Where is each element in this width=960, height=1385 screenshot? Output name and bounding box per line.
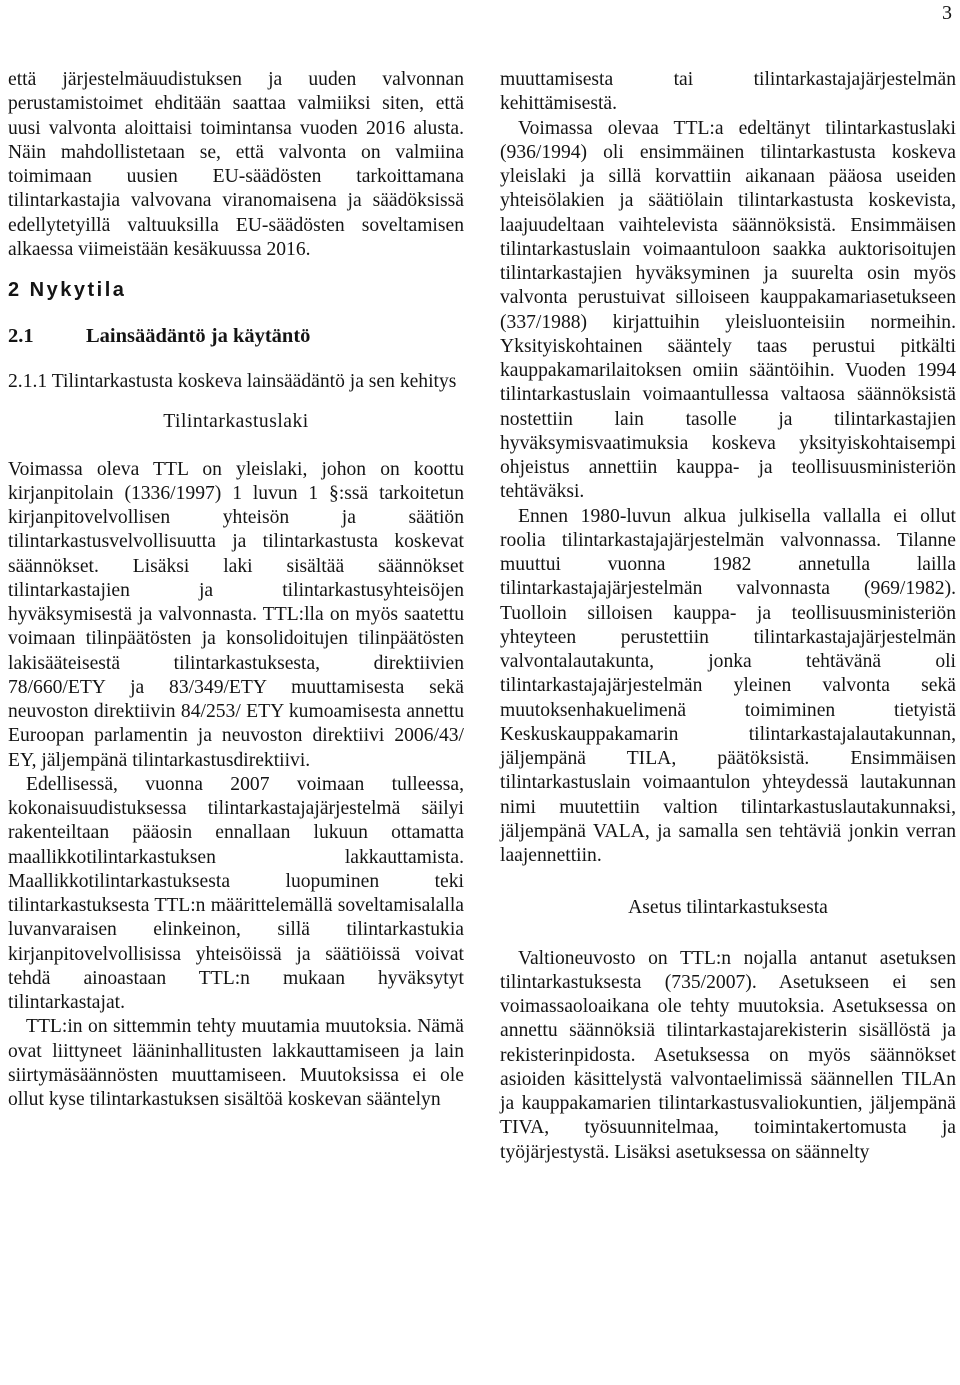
section-heading: 2 Nykytila <box>8 279 127 301</box>
left-column <box>8 68 464 1112</box>
intro-paragraph: että järjestelmäuudistuksen ja uuden valvonnan perustamistoimet ehditään saattaa valmiiksi siten, että uusi valvonta aloittaisi toimintansa vuoden 2016 alusta. Näin mahdollistetaan se, että valvonta on valmiina toimimaan uusien EU-säädösten tarkoittamana tilintarkastajia valvovana viranomaisena ja säädöksissä edellytetyillä valtuuksilla EU-säädösten soveltamisen alkaessa viimeistään kesäkuussa 2016. <box>8 69 464 260</box>
decree-title: Asetus tilintarkastuksesta <box>628 897 828 919</box>
page-number: 3 <box>942 2 952 24</box>
subsection-heading <box>8 324 464 348</box>
paragraph: Voimassa oleva TTL on yleislaki, johon on koottu kirjanpitolain (1336/1997) 1 luvun 1 §:ssä tarkoitetun kirjanpitovelvollisen yhteisön ja säätiön tilintarkastusvelvollisuutta ja tilintarkastusta koskevat säännökset. Lisäksi laki sisältää säännökset tilintarkastajien ja tilintarkastusyhteisöjen hyväksymisestä ja valvonnasta. TTL:lla on myös saatettu voimaan tilinpäätösten ja konsolidoitujen tilinpäätösten lakisääteisestä tilintarkastuksesta, direktiivien 78/660/ETY ja 83/349/ETY muuttamisesta sekä neuvoston direktiivin 84/253/ ETY kumoamisesta annettu Euroopan parlamentin ja neuvoston direktiivi 2006/43/ EY, jäljempänä tilintarkastusdirektiivi. <box>8 458 464 771</box>
paragraph: muuttamisesta tai tilintarkastajajärjestelmän kehittämisestä. <box>500 69 956 115</box>
paragraph: Voimassa olevaa TTL:a edeltänyt tilintarkastuslaki (936/1994) oli ensimmäinen tilintarkastusta koskeva yleislaki ja sillä korvattiin aikanaan pääosa useiden yhteisölakien ja säätiölain tilintarkastusta koskevista, laajuudeltaan vaihtelevista säännöksistä. Ensimmäisen tilintarkastuslain voimaantuloon saakka auktorisoitujen tilintarkastajien hyväksyminen ja suurelta osin myös valvonta perustuivat silloiseen kauppakamariasetukseen (337/1988) kirjattuihin yleisluonteisiin normeihin. Yksityiskohtainen sääntely taas perustui pitkälti kauppakamarilaitoksen omiin sääntöihin. Vuoden 1994 tilintarkastuslain voimaantullessa valtaosa säännöksistä nostettiin lain tasolle ja tilintarkastajien hyväksymisvaatimuksia koskeva yksityiskohtaisempi ohjeistus annettiin kauppa- ja teollisuusministeriön tehtäväksi. <box>500 117 956 503</box>
paragraph: TTL:in on sittemmin tehty muutamia muutoksia. Nämä ovat liittyneet lääninhallitusten lakkauttamiseen ja lain siirtymäsäännösten muuttamiseen. Muutoksissa ei ole ollut kyse tilintarkastuksen sisältöä koskevan sääntelyn <box>8 1016 464 1110</box>
paragraph: Valtioneuvosto on TTL:n nojalla antanut asetuksen tilintarkastuksesta (735/2007). Asetukseen ei sen voimassaoloaikana ole tehty muutoksia. Asetuksessa on annettu säännöksiä tilintarkastajarekisterin sisällöstä ja rekisterinpidosta. Asetuksessa on myös säännökset asioiden käsittelystä valvontaelimissä säännellen TILAn ja kauppakamarien tilintarkastusvaliokuntien, jäljempänä TIVA, työsuunnitelmaa, toimintakertomusta ja työjärjestystä. Lisäksi asetuksessa on säännelty <box>500 947 956 1163</box>
paragraph: Ennen 1980-luvun alkua julkisella vallalla ei ollut roolia tilintarkastajajärjestelmän valvonnassa. Tilanne muuttui vuonna 1982 annetulla lailla tilintarkastajajärjestelmän valvonnasta (969/1982). Tuolloin silloisen kauppa- ja teollisuusministeriön yhteyteen perustettiin tilintarkastajajärjestelmän valvontalautakunta, jonka tehtävänä oli tilintarkastajajärjestelmän yleinen valvonta sekä muutoksenhakuelimenä toimiminen tietyistä Keskuskauppakamarin tilintarkastajalautakunnan, jäljempänä TILA, päätöksistä. Ensimmäisen tilintarkastuslain voimaantulon yhteydessä lautakunnan nimi muutettiin valtion tilintarkastuslautakunnaksi, jäljempänä VALA, ja samalla sen tehtäviä jonkin verran laajennettiin. <box>500 505 956 866</box>
subsection-title: Lainsäädäntö ja käytäntö <box>86 325 311 347</box>
subsubsection-heading: 2.1.1 Tilintarkastusta koskeva lainsäädäntö ja sen kehitys <box>8 371 457 392</box>
law-title: Tilintarkastuslaki <box>163 411 309 433</box>
right-column <box>500 68 956 1165</box>
subsection-number: 2.1 <box>8 325 34 347</box>
paragraph: Edellisessä, vuonna 2007 voimaan tulleessa, kokonaisuudistuksessa tilintarkastajajärjestelmä säilyi rakenteiltaan pääosin ennallaan lukuun ottamatta maallikkotilintarkastuksen lakkauttamista. Maallikkotilintarkastuksesta luopuminen teki tilintarkastuksesta TTL:n määrittelemällä soveltamisalalla luvanvaraisen elinkeinon, sillä tilintarkastukia kirjanpitovelvollisissa yhteisöissä ja säätiöissä voivat tehdä ainoastaan TTL:n mukaan hyväksytyt tilintarkastajat. <box>8 773 464 1013</box>
